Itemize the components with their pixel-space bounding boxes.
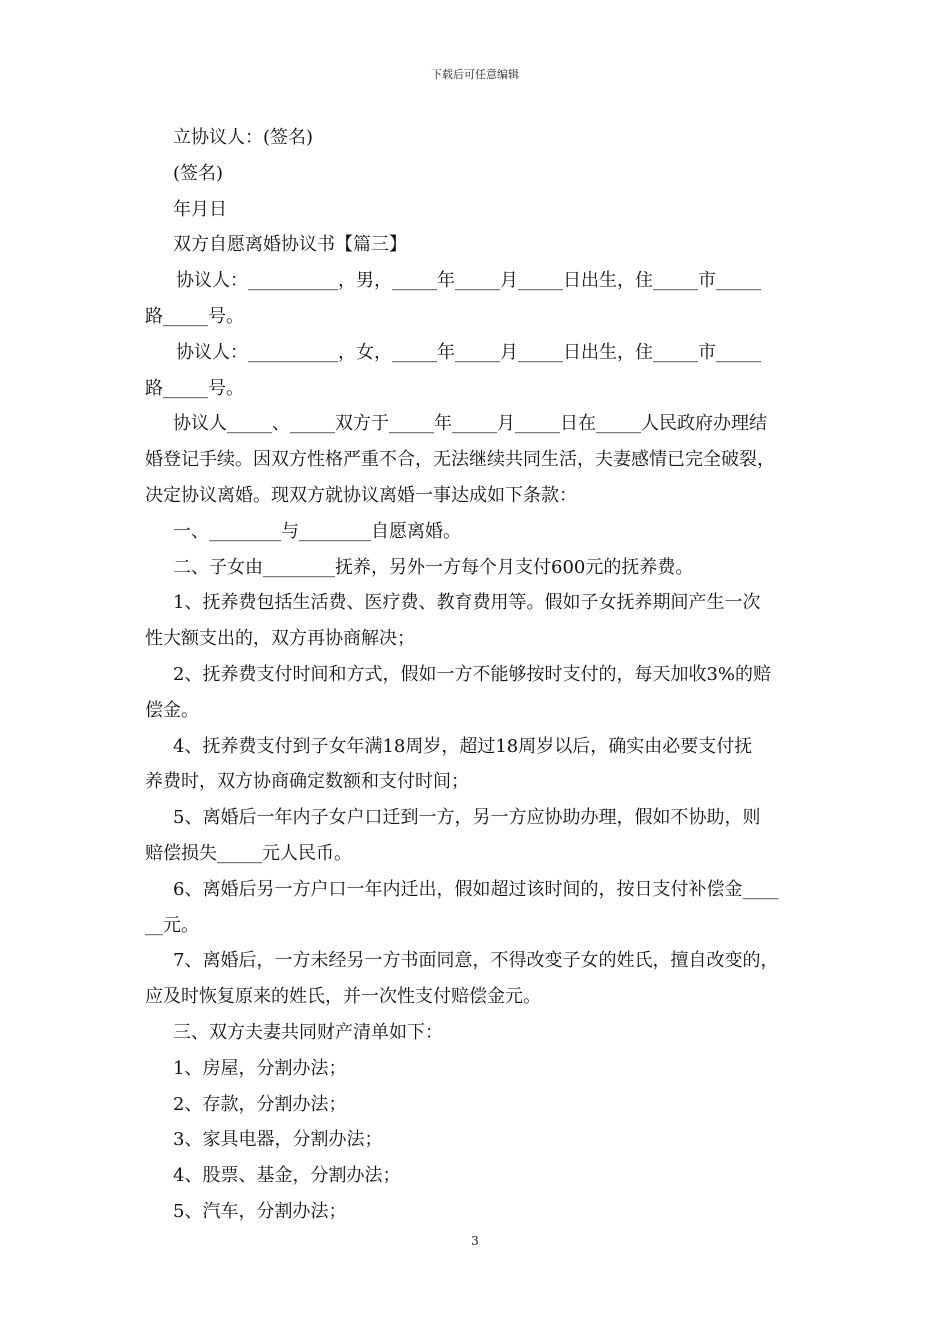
date-line: 年月日 bbox=[173, 198, 227, 220]
clause-line: 二、子女由________抚养，另外一方每个月支付600元的抚养费。 bbox=[173, 556, 694, 578]
page-number: 3 bbox=[471, 1234, 479, 1248]
clause-line: 一、________与________自愿离婚。 bbox=[173, 520, 461, 542]
list-item: 5、汽车，分割办法； bbox=[173, 1200, 347, 1222]
signature-line: (签名) bbox=[173, 162, 224, 184]
list-item: 2、存款，分割办法； bbox=[173, 1093, 347, 1115]
paragraph-line: 协议人：__________，男，_____年_____月_____日出生，住_____市_____ bbox=[176, 270, 761, 292]
clause-line: 5、离婚后一年内子女户口迁到一方，另一方应协助办理，假如不协助，则 bbox=[173, 807, 761, 829]
paragraph-line: 婚登记手续。因双方性格严重不合，无法继续共同生活，夫妻感情已完全破裂， bbox=[145, 449, 775, 471]
clause-line: __元。 bbox=[145, 914, 199, 936]
list-item: 1、房屋，分割办法； bbox=[173, 1057, 347, 1079]
section-title: 双方自愿离婚协议书【篇三】 bbox=[173, 234, 407, 256]
clause-line: 三、双方夫妻共同财产清单如下： bbox=[173, 1021, 443, 1043]
clause-line: 4、抚养费支付到子女年满18周岁，超过18周岁以后，确实由必要支付抚 bbox=[173, 735, 753, 757]
clause-line: 赔偿损失_____元人民币。 bbox=[145, 842, 352, 864]
paragraph-line: 协议人：__________，女，_____年_____月_____日出生，住_____市_____ bbox=[176, 341, 761, 363]
clause-line: 1、抚养费包括生活费、医疗费、教育费用等。假如子女抚养期间产生一次 bbox=[173, 592, 761, 614]
list-item: 4、股票、基金，分割办法； bbox=[173, 1165, 401, 1187]
list-item: 3、家具电器，分割办法； bbox=[173, 1129, 383, 1151]
clause-line: 偿金。 bbox=[145, 699, 199, 721]
paragraph-line: 协议人_____、_____双方于_____年_____月_____日在_____人民政府办理结 bbox=[173, 413, 767, 435]
page-header: 下载后可任意编辑 bbox=[431, 68, 519, 81]
clause-line: 6、离婚后另一方户口一年内迁出，假如超过该时间的，按日支付补偿金____ bbox=[173, 878, 779, 900]
clause-line: 应及时恢复原来的姓氏，并一次性支付赔偿金元。 bbox=[145, 986, 541, 1008]
clause-line: 养费时，双方协商确定数额和支付时间； bbox=[145, 771, 469, 793]
paragraph-line: 路_____号。 bbox=[145, 305, 244, 327]
signature-line: 立协议人：(签名) bbox=[173, 127, 314, 148]
paragraph-line: 决定协议离婚。现双方就协议离婚一事达成如下条款： bbox=[145, 484, 577, 506]
clause-line: 7、离婚后，一方未经另一方书面同意，不得改变子女的姓氏，擅自改变的， bbox=[173, 950, 779, 972]
document-body bbox=[145, 120, 810, 1230]
paragraph-line: 路_____号。 bbox=[145, 377, 244, 399]
clause-line: 性大额支出的，双方再协商解决； bbox=[145, 628, 415, 650]
clause-line: 2、抚养费支付时间和方式，假如一方不能够按时支付的，每天加收3%的赔 bbox=[173, 663, 772, 685]
